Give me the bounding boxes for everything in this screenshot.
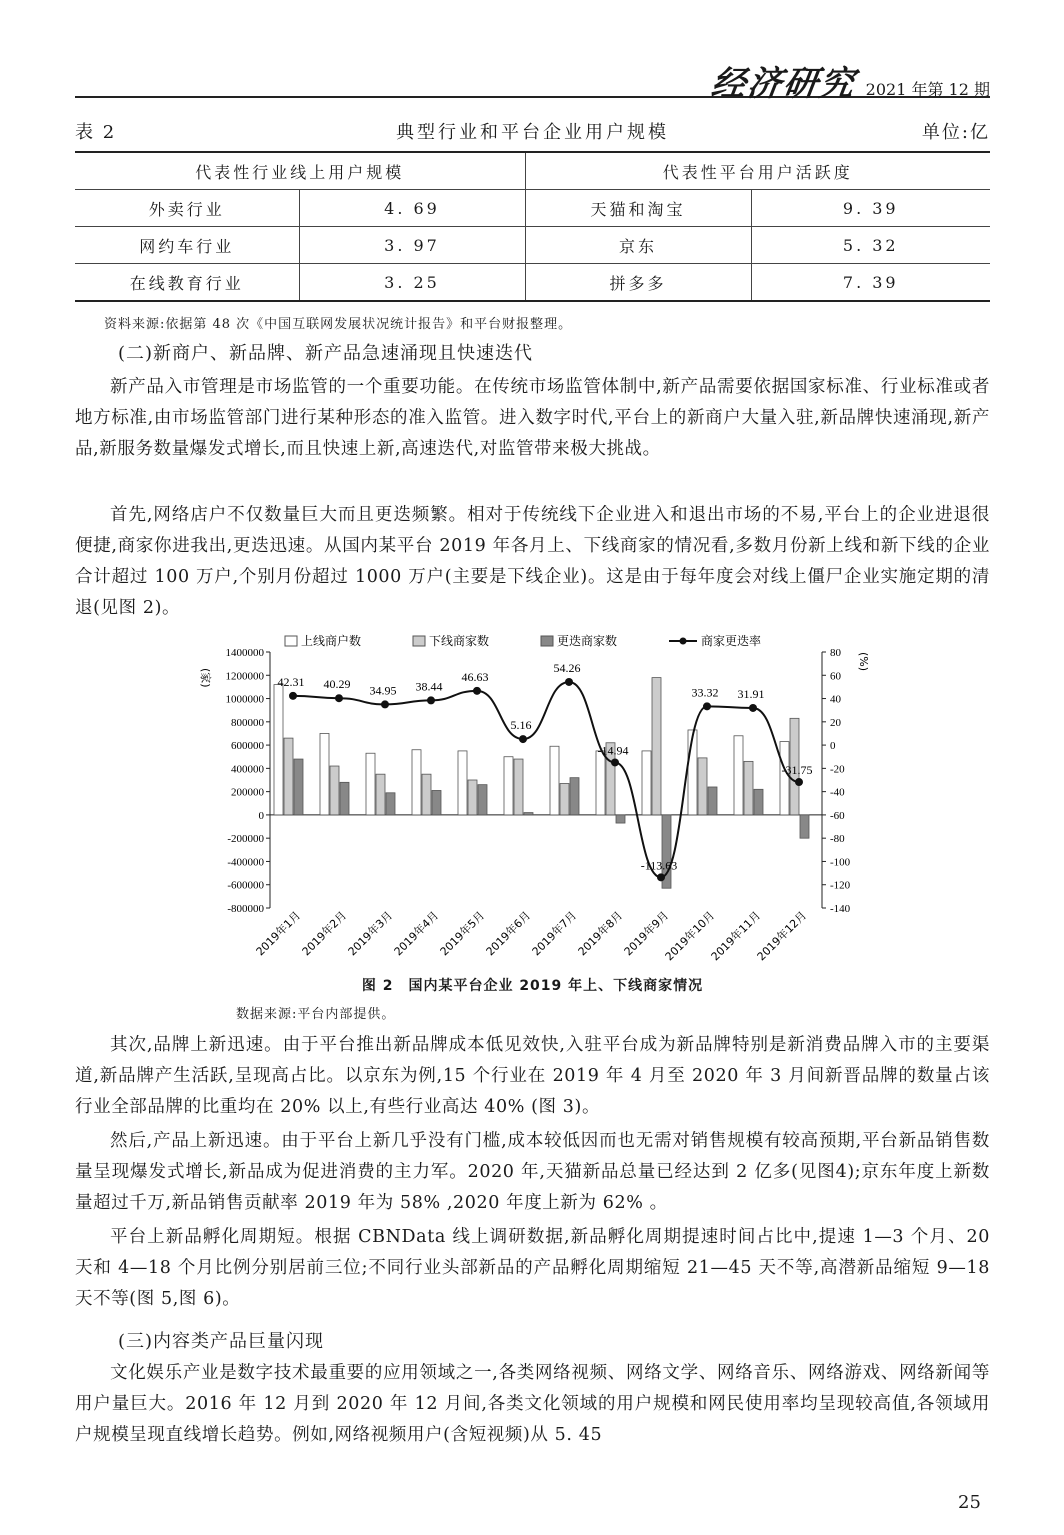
table-header-row xyxy=(75,152,990,190)
bar-0 xyxy=(504,757,513,815)
bar-1 xyxy=(330,766,339,815)
legend-swatch xyxy=(541,636,553,646)
table-row xyxy=(75,227,990,264)
figure-source-note: 数据来源:平台内部提供。 xyxy=(236,1007,396,1022)
y-tick-label-right: -140 xyxy=(830,903,851,915)
bar-2 xyxy=(524,813,533,815)
bar-2 xyxy=(478,785,487,815)
table-group-left: 代表性行业线上用户规模 xyxy=(75,152,525,190)
page-number: 25 xyxy=(958,1492,981,1513)
rate-label: -31.75 xyxy=(781,763,813,778)
y-tick-label-left: 1200000 xyxy=(225,670,264,683)
bar-1 xyxy=(560,783,569,814)
x-tick-label: 2019年10月 xyxy=(662,908,718,964)
y-tick-label-left: 1000000 xyxy=(225,693,264,706)
x-tick-label: 2019年8月 xyxy=(575,908,626,959)
y-tick-label-left: 1400000 xyxy=(225,647,264,659)
y-tick-label-left: -400000 xyxy=(227,856,264,869)
x-tick-label: 2019年4月 xyxy=(391,908,442,959)
bar-2 xyxy=(754,789,763,815)
x-tick-label: 2019年6月 xyxy=(483,908,534,959)
rate-point xyxy=(657,873,665,881)
x-tick-label: 2019年3月 xyxy=(345,908,396,959)
rate-label: 54.26 xyxy=(553,660,581,675)
paragraph: 新产品入市管理是市场监管的一个重要功能。在传统市场监管体制中,新产品需要依据国家标准、行业标准或者地方标准,由市场监管部门进行某种形态的准入监管。进入数字时代,平台上的新商户大量入驻,新品牌快速涌现,新产品,新服务数量爆发式增长,而且快速上新,高速迭代,对监管带来极大挑战。 xyxy=(75,377,990,459)
table-cell-industry: 网约车行业 xyxy=(75,227,299,264)
bar-0 xyxy=(366,753,375,815)
bar-0 xyxy=(550,746,559,815)
rate-point xyxy=(749,704,757,712)
rate-label: 38.44 xyxy=(415,679,443,694)
chart-bars xyxy=(274,678,809,889)
table-cell-industry-value: 3. 25 xyxy=(299,264,525,302)
y-tick-label-left: -800000 xyxy=(227,903,264,915)
bar-2 xyxy=(294,759,303,815)
x-tick-label: 2019年2月 xyxy=(299,908,350,959)
legend-label: 上线商户数 xyxy=(301,634,362,648)
user-scale-table xyxy=(75,151,990,302)
table-group-right: 代表性平台用户活跃度 xyxy=(525,152,990,190)
rate-point xyxy=(565,678,573,686)
paragraph: 文化娱乐产业是数字技术最重要的应用领域之一,各类网络视频、网络文学、网络音乐、网络游戏、网络新闻等用户量巨大。2016 年 12 月到 2020 年 12 月间,各类文化领域的用户规模和网民使用率均呈现较高值,各领域用户规模呈现直线增长趋势。例如,网络视频用户(含短视频)从 5. 45 xyxy=(75,1363,990,1445)
bar-2 xyxy=(386,793,395,815)
legend-swatch xyxy=(285,636,297,646)
bar-1 xyxy=(652,678,661,815)
x-tick-label: 2019年11月 xyxy=(708,908,764,964)
y-tick-label-left: 600000 xyxy=(231,740,264,753)
y-tick-label-right: 20 xyxy=(830,716,841,729)
rate-point xyxy=(611,758,619,766)
bar-1 xyxy=(376,774,385,815)
table-cell-platform-value: 9. 39 xyxy=(751,190,990,227)
rate-point xyxy=(335,694,343,702)
bar-1 xyxy=(744,761,753,815)
figure-caption: 图 2 国内某平台企业 2019 年上、下线商家情况 xyxy=(361,978,704,994)
y-tick-label-right: 60 xyxy=(830,670,841,683)
legend-label: 下线商家数 xyxy=(429,634,490,648)
y-tick-label-left: 400000 xyxy=(231,763,264,776)
table-row xyxy=(75,264,990,302)
chart-line xyxy=(278,661,813,881)
x-tick-label: 2019年5月 xyxy=(437,908,488,959)
y-tick-label-right: -80 xyxy=(830,833,845,846)
rate-label: 42.31 xyxy=(277,674,305,689)
rate-point xyxy=(473,687,481,695)
table-source-note: 资料来源:依据第 48 次《中国互联网发展状况统计报告》和平台财报整理。 xyxy=(104,317,573,332)
table-row xyxy=(75,190,990,227)
rate-point xyxy=(703,702,711,710)
legend-label: 更迭商家数 xyxy=(557,634,618,648)
bar-2 xyxy=(432,790,441,814)
rate-point xyxy=(795,778,803,786)
rate-label: -14.94 xyxy=(597,743,629,758)
x-tick-label: 2019年9月 xyxy=(621,908,672,959)
y-tick-label-right: 80 xyxy=(830,647,841,659)
section-heading-2: (二)新商户、新品牌、新产品急速涌现且快速迭代 xyxy=(118,343,534,364)
bar-0 xyxy=(642,751,651,815)
rate-point xyxy=(519,735,527,743)
table-cell-platform-value: 5. 32 xyxy=(751,227,990,264)
rate-point xyxy=(427,696,435,704)
bar-1 xyxy=(514,759,523,815)
rate-label: 31.91 xyxy=(737,686,765,701)
legend-marker xyxy=(680,638,687,645)
bar-2 xyxy=(570,778,579,815)
legend-swatch xyxy=(413,636,425,646)
rate-label: 40.29 xyxy=(323,677,351,692)
y-tick-label-right: 0 xyxy=(830,740,836,753)
bar-1 xyxy=(468,780,477,815)
y-tick-label-right: -120 xyxy=(830,879,851,892)
y-tick-label-right: -40 xyxy=(830,786,845,799)
y-tick-label-left: 0 xyxy=(258,809,264,822)
rate-label: 34.95 xyxy=(369,683,397,698)
table-cell-industry: 在线教育行业 xyxy=(75,264,299,302)
bar-0 xyxy=(458,751,467,815)
table-cell-platform: 天猫和淘宝 xyxy=(525,190,751,227)
y-tick-label-right: -100 xyxy=(830,856,851,869)
table-cell-industry-value: 4. 69 xyxy=(299,190,525,227)
bar-0 xyxy=(688,730,697,815)
y-tick-label-left: -600000 xyxy=(227,879,264,892)
bar-0 xyxy=(320,733,329,814)
merchant-chart xyxy=(190,632,870,972)
rate-label: 33.32 xyxy=(691,685,719,700)
bar-2 xyxy=(800,815,809,838)
table-unit: 单位:亿 xyxy=(921,122,990,143)
y-tick-label-left: 200000 xyxy=(231,786,264,799)
table-cell-industry-value: 3. 97 xyxy=(299,227,525,264)
table-cell-platform: 京东 xyxy=(525,227,751,264)
y-tick-label-right: -60 xyxy=(830,809,845,822)
journal-logo: 经济研究 xyxy=(708,64,858,104)
table-title: 典型行业和平台企业用户规模 xyxy=(396,122,669,143)
bar-1 xyxy=(422,774,431,815)
table-label: 表 2 xyxy=(75,122,117,143)
bar-1 xyxy=(698,758,707,815)
x-tick-label: 2019年1月 xyxy=(253,908,304,959)
page-header xyxy=(75,52,990,104)
bar-2 xyxy=(708,787,717,815)
paragraph: 平台上新品孵化周期短。根据 CBNData 线上调研数据,新品孵化周期提速时间占比中,提速 1—3 个月、20 天和 4—18 个月比例分别居前三位;不同行业头部新品的产品孵化周期缩短 21—45 天不等,高潜新品缩短 9—18 天不等(图 5,图 6)。 xyxy=(75,1227,990,1309)
y-axis-label-left: (家) xyxy=(199,668,212,688)
paragraph: 其次,品牌上新迅速。由于平台推出新品牌成本低见效快,入驻平台成为新品牌特别是新消费品牌入市的主要渠道,新品牌产生活跃,呈现高占比。以京东为例,15 个行业在 2019 年 4 月至 2020 年 3 月间新晋品牌的数量占该行业全部品牌的比重均在 20% 以上,有些行业高达 40% (图 3)。 xyxy=(75,1035,990,1117)
legend-label: 商家更迭率 xyxy=(701,634,762,648)
bar-0 xyxy=(412,750,421,815)
chart-legend xyxy=(285,633,761,648)
x-tick-label: 2019年7月 xyxy=(529,908,580,959)
bar-0 xyxy=(780,742,789,815)
section-heading-3: (三)内容类产品巨量闪现 xyxy=(118,1331,325,1352)
journal-issue: 2021 年第 12 期 xyxy=(865,80,990,99)
paragraph: 首先,网络店户不仅数量巨大而且更迭频繁。相对于传统线下企业进入和退出市场的不易,平台上的企业进退很便捷,商家你进我出,更迭迅速。从国内某平台 2019 年各月上、下线商家的情况看,多数月份新上线和新下线的企业合计超过 100 万户,个别月份超过 1000 万户(主要是下线企业)。这是由于每年度会对线上僵尸企业实施定期的清退(见图 2)。 xyxy=(75,505,990,618)
y-tick-label-right: -20 xyxy=(830,763,845,776)
table-cell-industry: 外卖行业 xyxy=(75,190,299,227)
rate-label: 5.16 xyxy=(510,718,532,733)
rate-point xyxy=(381,700,389,708)
y-tick-label-right: 40 xyxy=(830,693,841,706)
bar-0 xyxy=(274,685,283,815)
bar-2 xyxy=(340,782,349,815)
table-cell-platform-value: 7. 39 xyxy=(842,272,899,292)
x-tick-label: 2019年12月 xyxy=(754,908,810,964)
table-cell-platform: 拼多多 xyxy=(525,264,751,302)
rate-point xyxy=(289,692,297,700)
bar-0 xyxy=(596,751,605,815)
y-tick-label-left: -200000 xyxy=(227,833,264,846)
rate-label: -113.63 xyxy=(640,858,678,873)
rate-label: 46.63 xyxy=(461,669,489,684)
bar-1 xyxy=(284,738,293,815)
bar-0 xyxy=(734,736,743,815)
journal-masthead xyxy=(708,56,990,105)
table-caption xyxy=(75,118,990,142)
paragraph: 然后,产品上新迅速。由于平台上新几乎没有门槛,成本较低因而也无需对销售规模有较高预期,平台新品销售数量呈现爆发式增长,新品成为促进消费的主力军。2020 年,天猫新品总量已经达到 2 亿多(见图4);京东年度上新数量超过千万,新品销售贡献率 2019 年为 58% ,2020 年度上新为 62% 。 xyxy=(75,1131,990,1213)
bar-2 xyxy=(616,815,625,823)
y-tick-label-left: 800000 xyxy=(231,716,264,729)
y-axis-label-right: (%) xyxy=(857,652,870,672)
